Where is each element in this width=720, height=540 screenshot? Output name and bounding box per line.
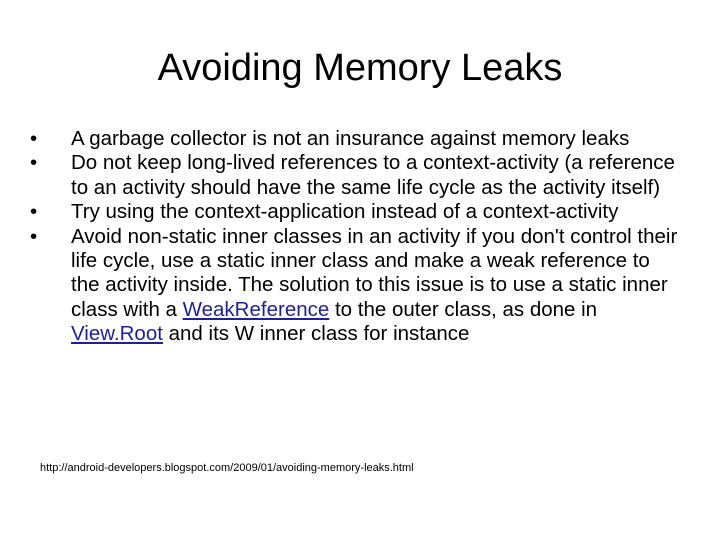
bullet-text-part: Avoid non-static inner classes in an activity if you don't control their life cycle, use a static inner class and make a weak reference to the activity inside. The solution to this issue is to use a static inner class with a bbox=[71, 224, 678, 321]
bullet-text-part: and its W inner class for instance bbox=[162, 322, 470, 346]
bullet-text: Do not keep long-lived references to a context-activity (a reference to an activity should have the same life cycle as the activity itself) bbox=[71, 151, 675, 199]
bullet-list bbox=[30, 127, 682, 347]
bullet-text-part: to the outer class, as done in bbox=[329, 297, 598, 321]
bullet-text: A garbage collector is not an insurance against memory leaks bbox=[71, 127, 630, 150]
bullet-marker: • bbox=[30, 127, 38, 150]
slide-title: Avoiding Memory Leaks bbox=[157, 47, 563, 89]
viewroot-link[interactable]: View.Root bbox=[71, 322, 163, 346]
bullet-item-3 bbox=[30, 200, 682, 224]
bullet-item-2 bbox=[30, 151, 682, 200]
bullet-marker: • bbox=[30, 151, 38, 175]
bullet-item-4 bbox=[30, 225, 682, 347]
bullet-text: Try using the context-application instead of a context-activity bbox=[71, 200, 619, 224]
bullet-item-1 bbox=[30, 127, 682, 151]
weakreference-link[interactable]: WeakReference bbox=[182, 297, 330, 321]
bullet-marker: • bbox=[30, 224, 38, 248]
source-url: http://android-developers.blogspot.com/2009/01/avoiding-memory-leaks.html bbox=[40, 462, 414, 474]
bullet-marker: • bbox=[30, 200, 38, 224]
